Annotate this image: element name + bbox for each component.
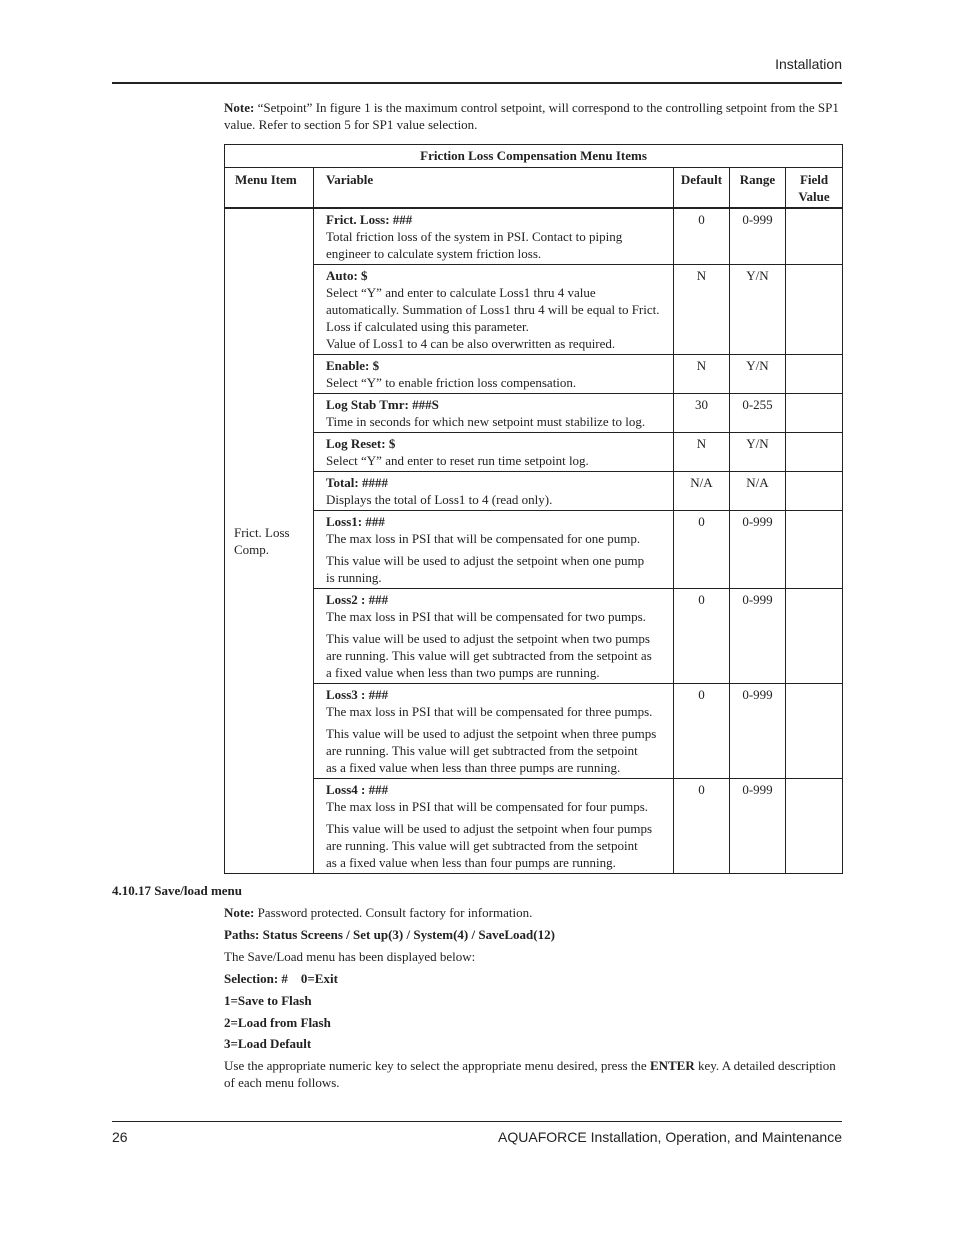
range-cell: 0-999 [730, 511, 786, 589]
variable-title: Enable: $ [326, 358, 380, 373]
enter-key-label: ENTER [649, 1058, 695, 1073]
variable-description-extra: This value will be used to adjust the setpoint when four pumps are running. This value will get subtracted from the setpoint as a fixed value when less than four pumps are running. [326, 821, 653, 870]
default-cell: 0 [674, 511, 730, 589]
default-cell: N [674, 433, 730, 472]
friction-loss-table [224, 144, 843, 874]
menu-paths: Paths: Status Screens / Set up(3) / System(4) / SaveLoad(12) [224, 927, 555, 942]
range-cell: Y/N [730, 265, 786, 355]
field-value-cell [786, 394, 843, 433]
default-cell: 30 [674, 394, 730, 433]
range-cell: N/A [730, 472, 786, 511]
section-heading: 4.10.17 Save/load menu [112, 883, 243, 898]
table-row [225, 472, 843, 511]
col-header-menu-item: Menu Item [225, 168, 314, 209]
note-text: “Setpoint” In figure 1 is the maximum control setpoint, will correspond to the controlling setpoint from the SP1 value. Refer to section 5 for SP1 value selection. [224, 100, 839, 132]
range-cell: Y/N [730, 355, 786, 394]
table-row [225, 394, 843, 433]
variable-description-extra: This value will be used to adjust the setpoint when three pumps are running. This value will get subtracted from the setpoint as a fixed value when less than three pumps are running. [326, 726, 657, 775]
variable-description: The max loss in PSI that will be compensated for four pumps. [326, 799, 649, 814]
variable-title: Loss1: ### [326, 514, 385, 529]
variable-description-extra: This value will be used to adjust the setpoint when one pump is running. [326, 553, 645, 585]
field-value-cell [786, 779, 843, 874]
save-load-note-text: Password protected. Consult factory for information. [254, 905, 533, 920]
field-value-cell [786, 684, 843, 779]
col-header-variable: Variable [314, 168, 674, 209]
variable-description: Total friction loss of the system in PSI. Contact to piping engineer to calculate system friction loss. [326, 229, 623, 261]
table-row [225, 779, 843, 874]
field-value-cell [786, 208, 843, 265]
menu-intro: The Save/Load menu has been displayed below: [224, 949, 476, 964]
table-row [225, 684, 843, 779]
variable-description: The max loss in PSI that will be compensated for one pump. [326, 531, 641, 546]
field-value-cell [786, 589, 843, 684]
variable-title: Frict. Loss: ### [326, 212, 413, 227]
note-paragraph [224, 99, 839, 133]
note-label: Note: [224, 100, 255, 115]
variable-description: Select “Y” and enter to reset run time setpoint log. [326, 453, 589, 468]
variable-cell [314, 433, 674, 472]
save-load-note-label: Note: [224, 905, 255, 920]
range-cell: 0-999 [730, 684, 786, 779]
col-header-range: Range [730, 168, 786, 209]
col-header-default: Default [674, 168, 730, 209]
variable-cell [314, 684, 674, 779]
selection-line: Selection: # 0=Exit [224, 971, 338, 986]
running-header: Installation [775, 56, 842, 72]
option-load-default: 3=Load Default [224, 1036, 312, 1051]
table-body [225, 208, 843, 874]
usage-text-pre: Use the appropriate numeric key to select the appropriate menu desired, press the [224, 1058, 650, 1073]
range-cell: 0-255 [730, 394, 786, 433]
variable-description: Select “Y” and enter to calculate Loss1 thru 4 value automatically. Summation of Loss1 thru 4 will be equal to Frict. Loss if calculated using this parameter. Value of Loss1 to 4 can be also overwritten as required. [326, 285, 660, 351]
field-value-cell [786, 472, 843, 511]
variable-title: Loss4 : ### [326, 782, 389, 797]
variable-title: Log Stab Tmr: ###S [326, 397, 439, 412]
field-value-cell [786, 433, 843, 472]
range-cell: Y/N [730, 433, 786, 472]
option-save-to-flash: 1=Save to Flash [224, 993, 312, 1008]
variable-cell [314, 265, 674, 355]
variable-cell [314, 779, 674, 874]
table-row [225, 511, 843, 589]
field-value-cell [786, 355, 843, 394]
page-number: 26 [112, 1129, 128, 1145]
variable-cell [314, 208, 674, 265]
variable-description: Select “Y” to enable friction loss compensation. [326, 375, 577, 390]
range-cell: 0-999 [730, 208, 786, 265]
table-row [225, 589, 843, 684]
variable-title: Log Reset: $ [326, 436, 396, 451]
save-load-note [224, 904, 839, 921]
default-cell: 0 [674, 779, 730, 874]
variable-title: Loss3 : ### [326, 687, 389, 702]
variable-cell [314, 355, 674, 394]
default-cell: 0 [674, 589, 730, 684]
option-load-from-flash: 2=Load from Flash [224, 1015, 331, 1030]
variable-description: The max loss in PSI that will be compensated for two pumps. [326, 609, 646, 624]
default-cell: N/A [674, 472, 730, 511]
table-row [225, 265, 843, 355]
field-value-cell [786, 511, 843, 589]
variable-cell [314, 394, 674, 433]
variable-description: Time in seconds for which new setpoint must stabilize to log. [326, 414, 646, 429]
table-row [225, 355, 843, 394]
default-cell: 0 [674, 684, 730, 779]
variable-cell [314, 472, 674, 511]
default-cell: N [674, 265, 730, 355]
default-cell: 0 [674, 208, 730, 265]
variable-cell [314, 511, 674, 589]
footer-title: AQUAFORCE Installation, Operation, and Maintenance [498, 1129, 842, 1145]
variable-description: The max loss in PSI that will be compensated for three pumps. [326, 704, 653, 719]
table-row [225, 208, 843, 265]
table-row [225, 433, 843, 472]
col-header-field-value: Field Value [786, 168, 843, 209]
usage-text-post: key. A detailed description of each menu follows. [224, 1058, 836, 1090]
variable-description-extra: This value will be used to adjust the setpoint when two pumps are running. This value will get subtracted from the setpoint as a fixed value when less than two pumps are running. [326, 631, 652, 680]
footer-rule [112, 1121, 842, 1122]
variable-title: Loss2 : ### [326, 592, 389, 607]
variable-cell [314, 589, 674, 684]
default-cell: N [674, 355, 730, 394]
header-rule [112, 82, 842, 84]
usage-paragraph [224, 1057, 839, 1091]
range-cell: 0-999 [730, 589, 786, 684]
table-caption: Friction Loss Compensation Menu Items [225, 145, 843, 168]
field-value-cell [786, 265, 843, 355]
range-cell: 0-999 [730, 779, 786, 874]
variable-title: Total: #### [326, 475, 388, 490]
menu-item-cell: Frict. Loss Comp. [225, 208, 314, 874]
variable-title: Auto: $ [326, 268, 368, 283]
variable-description: Displays the total of Loss1 to 4 (read only). [326, 492, 553, 507]
